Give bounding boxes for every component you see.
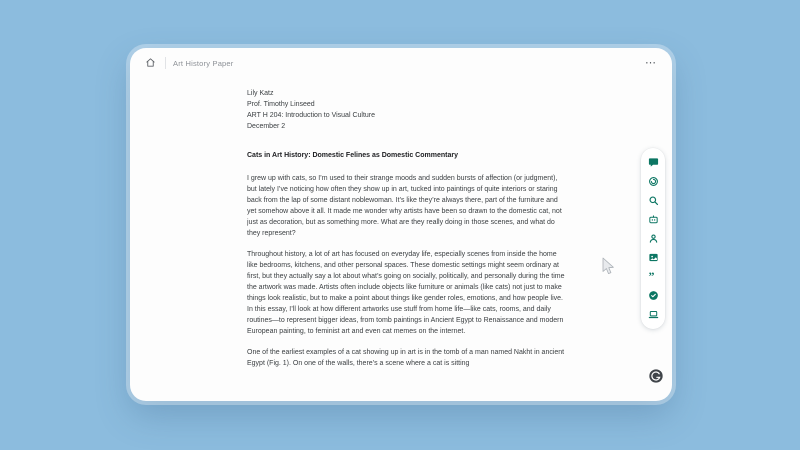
search-button[interactable] [647, 194, 660, 207]
image-check-button[interactable] [647, 251, 660, 264]
badge-check-icon [648, 290, 659, 301]
more-options-button[interactable]: ⋯ [641, 56, 660, 70]
document-editor[interactable] [247, 48, 565, 401]
ai-detector-icon [648, 214, 659, 225]
citations-button[interactable] [647, 270, 660, 283]
course-name: ART H 204: Introduction to Visual Culture [247, 112, 376, 119]
author-name: Lily Katz [247, 90, 274, 97]
comment-button[interactable] [647, 156, 660, 169]
laptop-icon [648, 309, 659, 320]
logo-icon [648, 368, 664, 384]
essay-paragraph: I grew up with cats, so I’m used to their strange moods and sudden bursts of affection (or judgment), but lately I’ve noticing how often they show up in art, tucked into paintings of quite interiors or staring back from the lap of some distant noblewoman. It’s like they’re always there, part of the furniture and yet somehow above it all. It made me wonder why artists have been so drawn to the domestic cat, not just as decoration, but as something more. What are they really doing in those scenes, and what do they represent? [247, 175, 562, 237]
paraphrase-button[interactable] [647, 175, 660, 188]
right-toolbar [641, 148, 665, 329]
header-divider [165, 57, 166, 69]
app-window [130, 48, 672, 401]
comment-icon [648, 157, 659, 168]
citations-icon [648, 271, 659, 282]
person-icon [648, 233, 659, 244]
date-line: December 2 [247, 123, 286, 130]
home-icon [145, 56, 156, 71]
search-icon [648, 195, 659, 206]
essay-title: Cats in Art History: Domestic Felines as Domestic Commentary [247, 152, 458, 159]
laptop-button[interactable] [647, 308, 660, 321]
svg-text:”: ” [647, 271, 654, 282]
assistant-logo-button[interactable] [648, 368, 664, 384]
image-check-icon [648, 252, 659, 263]
essay-paragraph: One of the earliest examples of a cat showing up in art is in the tomb of a man named Nakht in ancient Egypt (Fig. 1). On one of the walls, there’s a scene where a cat is sitting [247, 349, 565, 367]
home-button[interactable] [142, 55, 158, 71]
professor-name: Prof. Timothy Linseed [247, 101, 315, 108]
ai-detector-button[interactable] [647, 213, 660, 226]
badge-check-button[interactable] [647, 289, 660, 302]
paraphrase-icon [648, 176, 659, 187]
essay-paragraph: Throughout history, a lot of art has focused on everyday life, especially scenes from inside the home like bedrooms, kitchens, and other personal spaces. These domestic settings might seem ordinary at first, but they actually say a lot about what’s going on socially, politically, and personally during the time the artwork was made. Artists often include objects like furniture or animals (like cats) not just to make things look realistic, but to make a point about things like gender roles, emotions, and how people live. In this essay, I’ll look at how different artworks use stuff from home life—like cats, rooms, and daily routines—to represent bigger ideas, from tomb paintings in Ancient Egypt to Renaissance and modern European painting, to feminist art and even cat memes on the internet. [247, 251, 565, 335]
person-button[interactable] [647, 232, 660, 245]
document-title-breadcrumb[interactable]: Art History Paper [173, 58, 234, 68]
